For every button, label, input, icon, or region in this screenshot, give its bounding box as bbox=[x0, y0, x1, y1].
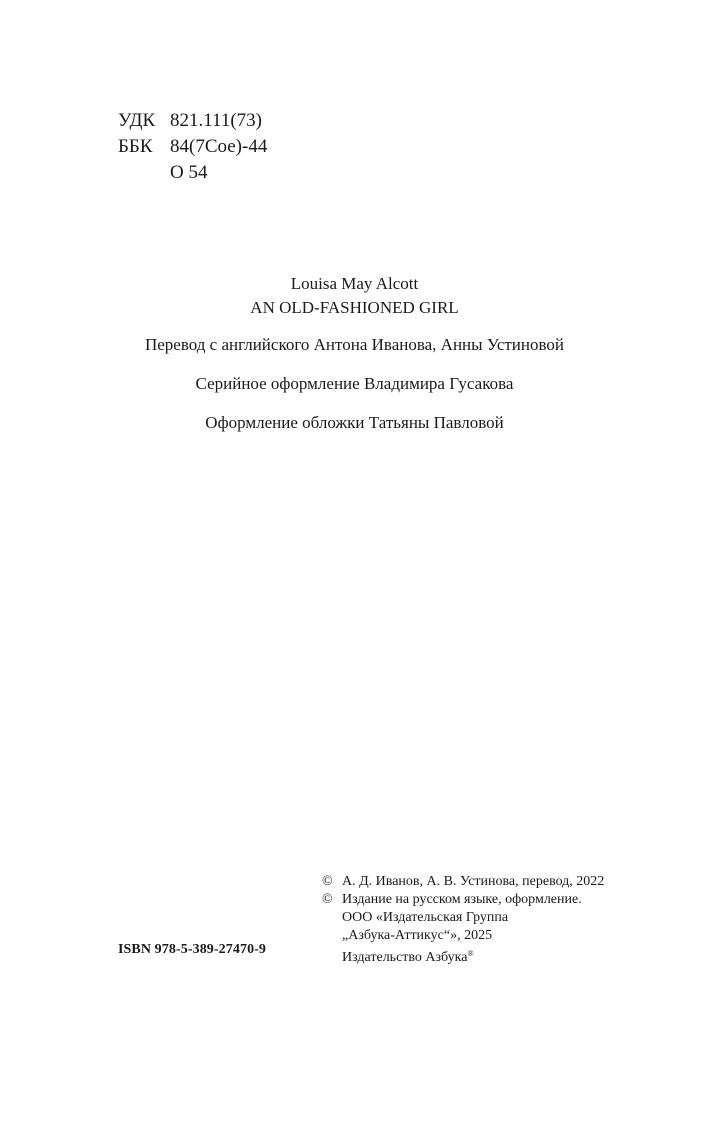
copyright-translation: А. Д. Иванов, А. В. Устинова, перевод, 2022 bbox=[342, 874, 605, 889]
original-author: Louisa May Alcott bbox=[290, 274, 419, 293]
translation-credit: Перевод с английского Антона Иванова, Анны Устиновой bbox=[144, 335, 564, 354]
original-title: AN OLD-FASHIONED GIRL bbox=[250, 298, 459, 317]
copyright-publisher-year: „Азбука-Аттикус“», 2025 bbox=[342, 928, 493, 943]
imprint-name: Издательство Азбука bbox=[342, 950, 468, 965]
copyright-symbol: © bbox=[322, 874, 333, 889]
copyright-line-1 bbox=[322, 873, 604, 891]
series-design-credit: Серийное оформление Владимира Гусакова bbox=[195, 374, 514, 393]
author-mark: О 54 bbox=[170, 162, 208, 183]
copyright-imprint bbox=[322, 945, 604, 967]
copyright-publisher-line: ООО «Издательская Группа bbox=[342, 910, 509, 925]
bbk-value: 84(7Сое)-44 bbox=[170, 136, 268, 157]
copyright-symbol: © bbox=[322, 892, 333, 907]
udk-row bbox=[118, 108, 267, 134]
copyright-edition: Издание на русском языке, оформление. bbox=[342, 892, 582, 907]
bbk-row bbox=[118, 134, 267, 160]
copyright-line-2 bbox=[322, 891, 604, 909]
original-title-block bbox=[0, 272, 709, 320]
classification-block bbox=[118, 108, 267, 186]
bbk-label: ББК bbox=[118, 136, 153, 157]
udk-label: УДК bbox=[118, 110, 156, 131]
cover-design-credit: Оформление обложки Татьяны Павловой bbox=[205, 413, 504, 432]
udk-value: 821.111(73) bbox=[170, 110, 262, 131]
registered-mark: ® bbox=[467, 949, 474, 958]
copyright-block bbox=[322, 873, 604, 967]
isbn: ISBN 978-5-389-27470-9 bbox=[118, 942, 267, 957]
